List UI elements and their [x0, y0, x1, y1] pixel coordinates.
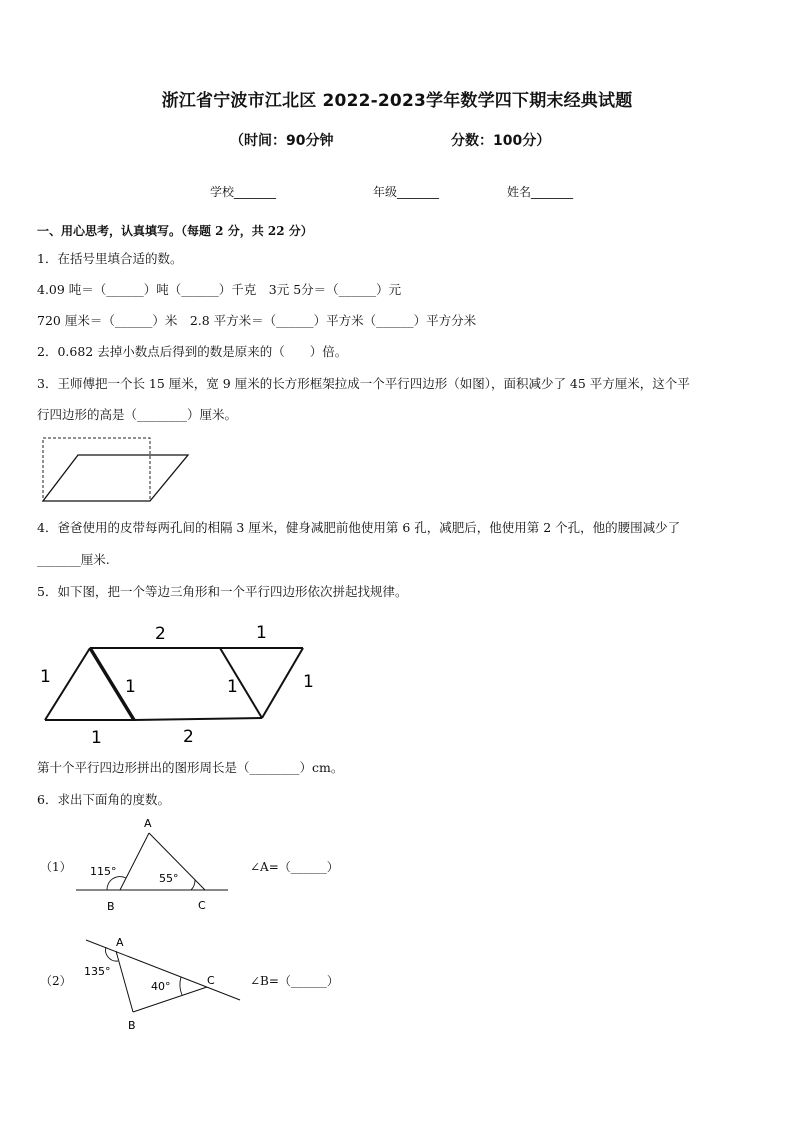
q1-line1: 4.09 吨＝（______）吨（______）千克 3元 5分＝（______）元: [37, 282, 402, 297]
q5-edge: [262, 648, 303, 718]
q3-rectangle-dashed: [43, 438, 150, 501]
q6-p1-label-a: A: [144, 817, 152, 830]
school-field: 学校_______: [210, 185, 277, 199]
q6-p2-number: （2）: [40, 974, 72, 988]
q6-p2-label-a: A: [116, 936, 124, 949]
q5-label-top-right: 1: [256, 623, 267, 643]
q5-label-middle-left: 1: [125, 677, 136, 697]
q5-stem: 5．如下图，把一个等边三角形和一个平行四边形依次拼起找规律。: [37, 584, 408, 599]
exam-score: 分数：100分）: [451, 133, 551, 149]
q6-p2-side-ab: [116, 951, 133, 1012]
name-field: 姓名_______: [507, 185, 574, 199]
q6-p2-label-c: C: [207, 974, 215, 987]
q2-stem: 2．0.682 去掉小数点后得到的数是原来的（ ）倍。: [37, 344, 348, 359]
q6-p1-answer: ∠A=（______）: [250, 860, 339, 874]
q6-p1-figure: [70, 812, 240, 917]
q1-stem: 1．在括号里填合适的数。: [37, 251, 183, 266]
q6-p2-answer: ∠B=（______）: [250, 974, 339, 988]
q5-label-bottom-left: 1: [91, 728, 102, 748]
q3-stem-b: 行四边形的高是（________）厘米。: [37, 407, 238, 422]
q6-p1-number: （1）: [40, 860, 72, 874]
exam-time: （时间：90分钟: [230, 133, 334, 149]
q5-label-top-left: 2: [155, 624, 166, 644]
q5-edge: [134, 718, 262, 720]
q6-stem: 6．求出下面角的度数。: [37, 792, 170, 807]
q5-figure: [30, 615, 330, 750]
q5-label-left: 1: [40, 667, 51, 687]
q6-p1-arc-c: [191, 880, 195, 890]
q6-p2-figure: [80, 930, 245, 1035]
section-heading: 一、用心思考，认真填写。（每题 2 分，共 22 分）: [37, 224, 313, 238]
q6-p1-angle-c: 55°: [159, 872, 179, 885]
q4-stem-a: 4．爸爸使用的皮带每两孔间的相隔 3 厘米，健身减肥前他使用第 6 孔，减肥后，他使用第 2 个孔，他的腰围减少了: [37, 520, 681, 535]
page-title: 浙江省宁波市江北区 2022-2023学年数学四下期末经典试题: [161, 91, 633, 111]
q6-p2-angle-c: 40°: [151, 980, 171, 993]
q1-line2: 720 厘米＝（______）米 2.8 平方米＝（______）平方米（______）平方分米: [37, 313, 477, 328]
q6-p1-side-ab: [120, 833, 149, 890]
q6-p1-label-c: C: [198, 899, 206, 912]
q5-label-right: 1: [303, 672, 314, 692]
q3-figure: [36, 432, 196, 506]
q5-label-bottom-right: 2: [183, 727, 194, 747]
q5-answer: 第十个平行四边形拼出的图形周长是（________）cm。: [37, 760, 344, 775]
q4-stem-b: _______厘米.: [37, 552, 110, 567]
q5-edge: [45, 648, 90, 720]
q6-p1-label-b: B: [107, 900, 115, 913]
q3-parallelogram: [43, 455, 188, 501]
q3-stem-a: 3．王师傅把一个长 15 厘米，宽 9 厘米的长方形框架拉成一个平行四边形（如图），面积减少了 45 平方厘米，这个平: [37, 376, 690, 391]
grade-field: 年级_______: [373, 185, 440, 199]
q6-p2-arc-c: [180, 977, 182, 995]
q6-p2-angle-a: 135°: [84, 965, 111, 978]
q6-p2-label-b: B: [128, 1019, 136, 1032]
q6-p1-angle-b: 115°: [90, 865, 117, 878]
q6-p2-arc-a: [106, 947, 118, 961]
q5-label-middle-right: 1: [227, 677, 238, 697]
